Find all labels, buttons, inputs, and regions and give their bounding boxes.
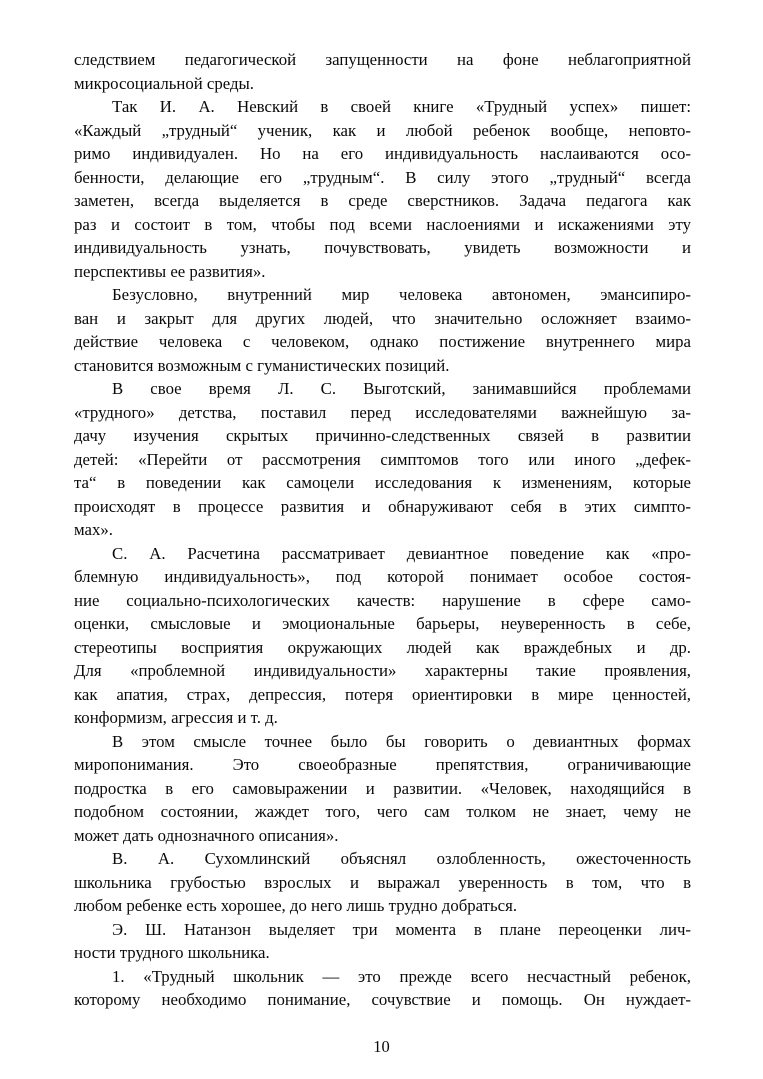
- text-line: дачу изучения скрытых причинно-следственных связей в развитии: [74, 426, 691, 445]
- text-line: 1. «Трудный школьник — это прежде всего несчастный ребенок,: [112, 966, 691, 986]
- text-line: мах».: [74, 520, 113, 539]
- text-line: Э. Ш. Натанзон выделяет три момента в плане переоценки лич-: [112, 919, 691, 939]
- paragraph: [74, 965, 691, 1012]
- text-line: ние социально-психологических качеств: нарушение в сфере само-: [74, 590, 691, 610]
- text-line: раз и состоит в том, чтобы под всеми наслоениями и искажениями эту: [74, 214, 691, 234]
- text-line: микросоциальной среды.: [74, 73, 254, 93]
- text-line: происходят в процессе развития и обнаруживают себя в этих симпто-: [74, 496, 691, 516]
- text-line: заметен, всегда выделяется в среде сверстников. Задача педагога как: [74, 191, 691, 210]
- paragraph: [74, 542, 691, 730]
- text-line: «трудного» детства, поставил перед исследователями важнейшую за-: [74, 402, 691, 422]
- text-line: В. А. Сухомлинский объяснял озлобленность, ожесточенность: [112, 849, 691, 868]
- text-line: Для «проблемной индивидуальности» характерны такие проявления,: [74, 661, 691, 680]
- text-line: перспективы ее развития».: [74, 261, 266, 281]
- text-line: индивидуальность узнать, почувствовать, увидеть возможности и: [74, 238, 691, 257]
- text-line: детей: «Перейти от рассмотрения симптомов того или иного „дефек-: [74, 449, 691, 469]
- text-line: оценки, смысловые и эмоциональные барьеры, неуверенность в себе,: [74, 614, 691, 633]
- paragraph: [74, 918, 691, 965]
- text-line: следствием педагогической запущенности на фоне неблагоприятной: [74, 50, 691, 69]
- text-line: действие человека с человеком, однако постижение внутреннего мира: [74, 332, 691, 351]
- text-line: блемную индивидуальность», под которой понимает особое состоя-: [74, 567, 691, 586]
- text-line: стереотипы восприятия окружающих людей как враждебных и др.: [74, 637, 691, 657]
- text-line: Безусловно, внутренний мир человека автономен, эмансипиро-: [112, 285, 691, 304]
- text-line: Так И. А. Невский в своей книге «Трудный успех» пишет:: [112, 97, 691, 116]
- text-line: становится возможным с гуманистических позиций.: [74, 355, 450, 375]
- paragraph: [74, 48, 691, 95]
- paragraph: [74, 730, 691, 848]
- text-line: школьника грубостью взрослых и выражал уверенность в том, что в: [74, 872, 691, 892]
- text-line: конформизм, агрессия и т. д.: [74, 708, 278, 727]
- text-line: римо индивидуален. Но на его индивидуальность наслаиваются осо-: [74, 144, 691, 163]
- paragraph: [74, 847, 691, 918]
- paragraph: [74, 377, 691, 542]
- text-line: подобном состоянии, жаждет того, чего сам толком не знает, чему не: [74, 802, 691, 821]
- text-line: ности трудного школьника.: [74, 943, 270, 962]
- text-line: В этом смысле точнее было бы говорить о девиантных формах: [112, 731, 691, 751]
- text-line: бенности, делающие его „трудным“. В силу этого „трудный“ всегда: [74, 167, 691, 187]
- text-line: «Каждый „трудный“ ученик, как и любой ребенок вообще, неповто-: [74, 120, 691, 140]
- text-line: может дать однозначного описания».: [74, 825, 339, 845]
- text-line: В свое время Л. С. Выготский, занимавшийся проблемами: [112, 379, 691, 398]
- paragraph: [74, 95, 691, 283]
- text-line: ван и закрыт для других людей, что значительно осложняет взаимо-: [74, 308, 691, 328]
- paragraph: [74, 283, 691, 377]
- text-line: миропонимания. Это своеобразные препятствия, ограничивающие: [74, 755, 691, 774]
- text-line: подростка в его самовыражении и развитии. «Человек, находящийся в: [74, 778, 691, 798]
- text-line: любом ребенке есть хорошее, до него лишь трудно добраться.: [74, 896, 518, 915]
- text-line: та“ в поведении как самоцели исследования к изменениям, которые: [74, 473, 691, 492]
- page-number: 10: [373, 1037, 390, 1056]
- text-line: которому необходимо понимание, сочувствие и помощь. Он нуждает-: [74, 990, 691, 1009]
- text-line: С. А. Расчетина рассматривает девиантное поведение как «про-: [112, 543, 691, 563]
- text-block: [74, 48, 691, 1012]
- text-line: как апатия, страх, депрессия, потеря ориентировки в мире ценностей,: [74, 684, 691, 704]
